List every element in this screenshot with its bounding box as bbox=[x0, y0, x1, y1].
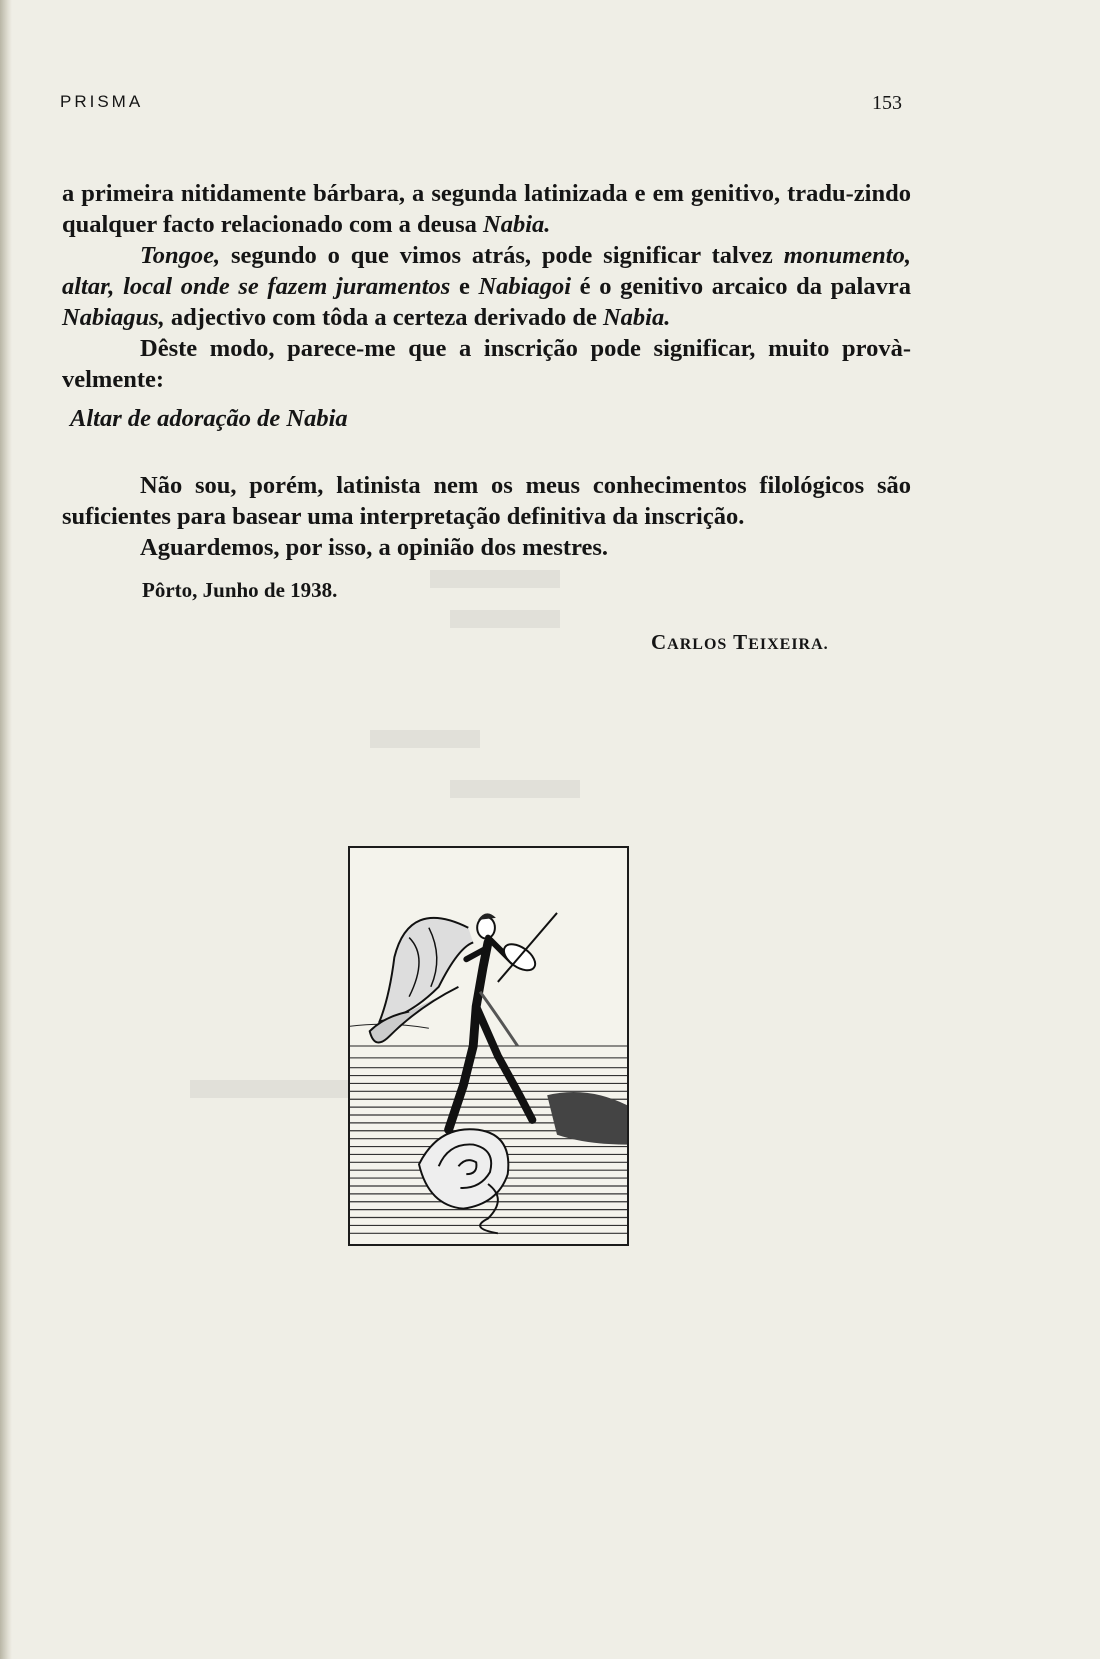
inscription-translation bbox=[62, 403, 911, 434]
paragraph-1 bbox=[62, 178, 911, 240]
running-head: PRISMA bbox=[60, 92, 144, 111]
author-smallcaps: ARLOS bbox=[667, 636, 728, 653]
text-run: e bbox=[450, 273, 479, 300]
italic-term: Nabiagoi bbox=[478, 273, 572, 300]
author-initial: T bbox=[733, 630, 749, 654]
author-initial: C bbox=[651, 630, 668, 654]
paragraph-5: Aguardemos, por isso, a opinião dos mestres. bbox=[140, 534, 609, 561]
woodcut-illustration bbox=[348, 846, 629, 1246]
italic-term: Nabia. bbox=[602, 304, 671, 331]
italic-term: Nabiagus, bbox=[62, 304, 165, 331]
text-run: é o genitivo arcaico da palavra bbox=[571, 273, 911, 300]
page-number: 153 bbox=[872, 92, 902, 114]
woodcut-violinist-on-shell bbox=[350, 848, 627, 1244]
page-binding-edge bbox=[0, 0, 12, 1659]
paragraph-3: Dêste modo, parece-me que a inscrição pode significar, muito provà-velmente: bbox=[62, 335, 911, 393]
italic-term: monumento, altar, local onde se fazem juramentos bbox=[62, 242, 911, 300]
italic-term: Nabia. bbox=[483, 211, 551, 238]
text-run: segundo o que vimos atrás, pode significar talvez bbox=[220, 242, 784, 269]
italic-translation: Altar de adoração de Nabia bbox=[70, 405, 348, 432]
author-smallcaps: EIXEIRA. bbox=[748, 636, 829, 653]
article-body bbox=[62, 178, 911, 563]
italic-term: Tongoe, bbox=[140, 242, 221, 269]
author-signature bbox=[651, 630, 829, 655]
place-date: Pôrto, Junho de 1938. bbox=[142, 578, 338, 602]
text-run: a primeira nitidamente bárbara, a segunda latinizada e em genitivo, tradu-zindo qualquer facto relacionado com a deusa bbox=[62, 180, 911, 238]
paragraph-4: Não sou, porém, latinista nem os meus conhecimentos filológicos são suficientes para basear uma interpretação definitiva da inscrição. bbox=[62, 472, 911, 530]
text-run: adjectivo com tôda a certeza derivado de bbox=[164, 304, 603, 331]
paragraph-2 bbox=[62, 240, 911, 333]
